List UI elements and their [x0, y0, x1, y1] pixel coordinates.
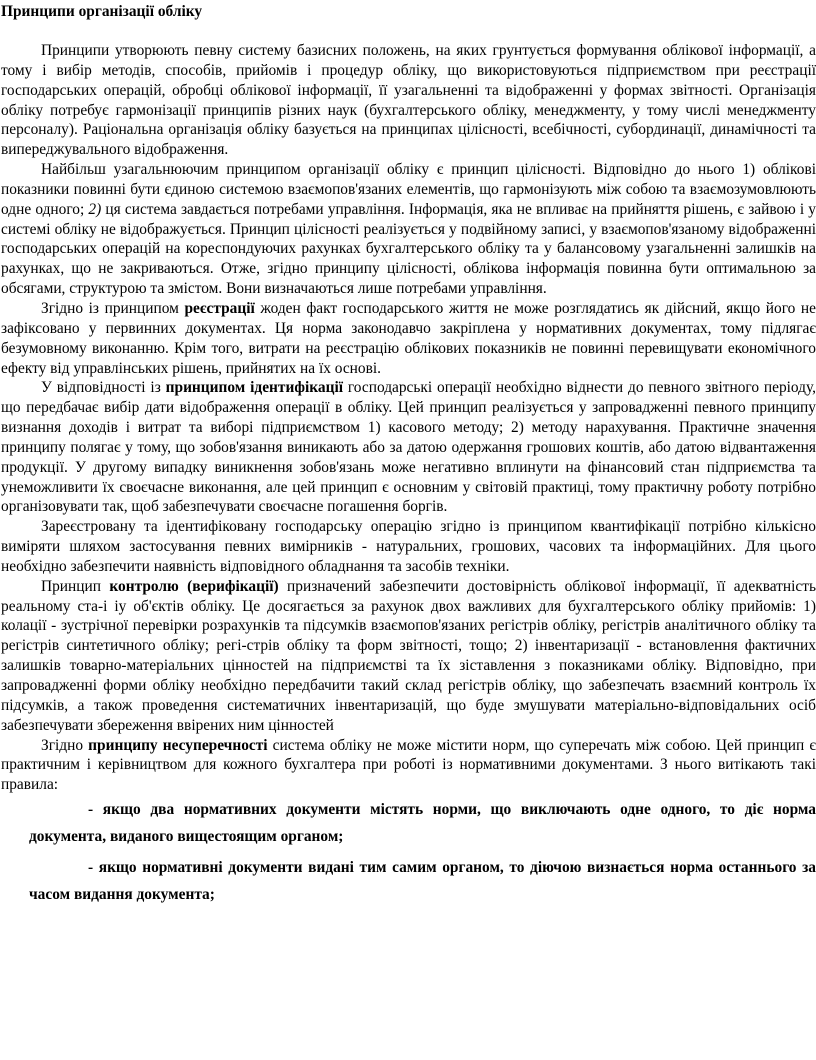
- bold-term: реєстрації: [184, 299, 255, 317]
- paragraph-text: У відповідності із: [41, 379, 166, 397]
- paragraph-text: система обліку не може містити норм, що суперечать між собою. Цей принцип є практичним і керівництвом для кожного бухгалтера при роботі із нормативними документами. З нього витікають такі правила:: [1, 736, 816, 794]
- rule-item: [0, 854, 816, 908]
- paragraph-text: Принцип: [41, 577, 110, 595]
- paragraph-text: жоден факт господарського життя не може розглядатись як дійсний, якщо його не зафіксовано у первинних документах. Ця норма законодавчо закріплена у нормативних документах, тому підлягає безумовному виконанню. Крім того, витрати на реєстрацію облікових показників не повинні перевищувати економічного ефекту від управлінських рішень, прийнятих на їх основі.: [1, 299, 816, 377]
- paragraph-text: Принципи утворюють певну систему базисних положень, на яких грунтується формування облікової інформації, а тому і вибір методів, способів, прийомів і процедур обліку, що використовуються підприємством при реєстрації господарських операцій, обробці облікової інформації, її узагальненні та відображенні у формах звітності. Організація обліку потребує гармонізації принципів різних наук (бухгалтерського обліку, менеджменту, у тому числі менеджменту персоналу). Раціональна організація обліку базується на принципах цілісності, всебічності, субординації, динамічності та випереджувального відображення.: [1, 42, 816, 159]
- paragraph-control-principle: [0, 577, 816, 736]
- paragraph-text: Згідно із принципом: [41, 299, 185, 317]
- paragraph-text: Найбільш узагальнюючим принципом організації обліку є принцип цілісності. Відповідно до нього 1) облікові показники повинні бути єдиною системою взаємопов'язаних елементів, що гармонізують між собою та взаємозумовлюють одне одного;: [1, 161, 816, 218]
- paragraph-consistency-principle: [0, 736, 816, 796]
- rule-text: - якщо два нормативних документи містять норми, що виключають одне одного, то діє норма документа, виданого вищестоящим органом;: [29, 801, 816, 846]
- paragraph-integrity-principle: [0, 160, 816, 299]
- paragraph-registration-principle: [0, 299, 816, 378]
- paragraph-text: Згідно: [41, 736, 89, 754]
- paragraph-text: ця система завдається потребами управління. Інформація, яка не впливає на прийняття рішень, є зайвою і у системі обліку не відображується. Принцип цілісності реалізується у подвійному записі, у взаємопов'язаному відображенні господарських операцій на кореспондуючих рахунках бухгалтерського обліку та у балансовому узагальненні залишків на рахунках, що не закриваються. Отже, згідно принципу цілісності, облікова інформація повинна бути оптимальною за обсягами, структурою та змістом. Вони визначаються лише потребами управління.: [1, 200, 816, 298]
- document-title: Принципи організації обліку: [1, 3, 203, 20]
- rule-text: - якщо нормативні документи видані тим самим органом, то діючою визнається норма останнього за часом видання документа;: [29, 859, 816, 904]
- paragraph-text: Зареєстровану та ідентифіковану господарську операцію згідно із принципом квантифікації потрібно кількісно виміряти шляхом застосування певних вимірників - натуральних, грошових, часових та інформаційних. Для цього необхідно забезпечити наявність відповідного обладнання та засобів техніки.: [1, 518, 816, 575]
- paragraph-text: господарські операції необхідно віднести до певного звітного періоду, що передбачає вибір дати відображення операції в обліку. Цей принцип реалізується у запровадженні певного принципу визнання доходів і витрат та виборі підприємством 1) касового методу; 2) методу нарахування. Практичне значення принципу полягає у тому, що зобов'язання виникають або за датою одержання грошових коштів, або датою відвантаження продукції. У другому випадку виникнення зобов'язань може негативно вплинути на фінансовий стан підприємства та унеможливити їх своєчасне виконання, але цей принцип є основним у світовій практиці, тому практичну роботу потрібно організовувати так, щоб забезпечувати своєчасне погашення боргів.: [1, 379, 816, 516]
- paragraph-text: призначений забезпечити достовірність облікової інформації, її адекватність реальному ста-і іу об'єктів обліку. Це досягається за рахунок двох важливих для бухгалтерського обліку прийомів: 1) колації - зустрічної перевірки розрахунків та підсумків взаємопов'язаних регістрів обліку, регістрів аналітичного обліку та регістрів синтетичного обліку; регі-стрів обліку та форм звітності, тощо; 2) інвентаризації - встановлення фактичних залишків товарно-матеріальних цінностей на підприємстві та їх зіставлення з показниками обліку. Відповідно, при запровадженні форми обліку необхідно передбачити такий склад регістрів обліку, що забезпечать взаємний контроль їх підсумків, а також проведення систематичних інвентаризацій, що буде змушувати матеріально-відповідальних осіб забезпечувати збереження ввірених ним цінностей: [1, 577, 816, 734]
- paragraph-principles-intro: [0, 41, 816, 160]
- paragraph-identification-principle: [0, 378, 816, 517]
- bold-term: контролю (верифікації): [109, 577, 279, 595]
- paragraph-quantification-principle: [0, 517, 816, 577]
- bold-term: принципом ідентифікації: [165, 379, 344, 397]
- bold-term: принципу несуперечності: [88, 736, 268, 754]
- rule-item: [0, 796, 816, 850]
- italic-number: 2): [88, 200, 102, 218]
